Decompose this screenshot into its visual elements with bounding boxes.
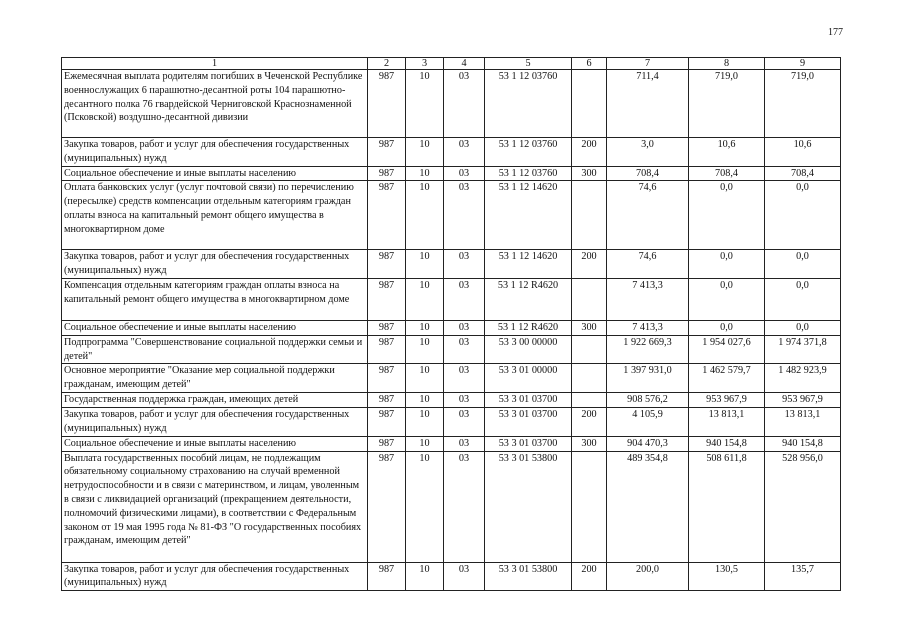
row-name-cell: Социальное обеспечение и иные выплаты населению	[62, 166, 368, 181]
amount-cell: 708,4	[607, 166, 689, 181]
header-cell: 2	[368, 58, 406, 70]
code-cell: 987	[368, 181, 406, 250]
subsection-cell: 03	[444, 166, 485, 181]
target-article-cell: 53 1 12 R4620	[485, 320, 572, 335]
target-article-cell: 53 3 01 03700	[485, 393, 572, 408]
row-name-cell: Подпрограмма "Совершенствование социальной поддержки семьи и детей"	[62, 335, 368, 364]
amount-cell: 10,6	[765, 138, 841, 167]
subsection-cell: 03	[444, 364, 485, 393]
row-name-cell: Ежемесячная выплата родителям погибших в Чеченской Республике военнослужащих 6 парашютно-десантной роты 104 парашютно-десантного полка 76 гвардейской Черниговской Краснознаменной (Псковской) воздушно-десантной дивизии	[62, 70, 368, 138]
row-name-cell: Выплата государственных пособий лицам, не подлежащим обязательному социальному страхованию на случай временной нетрудоспособности и в связи с материнством, и лицам, уволенным в связи с ликвидацией организаций (прекращением деятельности, полномочий физическими лицами), в соответствии с Федеральным законом от 19 мая 1995 года № 81-ФЗ "О государственных пособиях гражданам, имеющим детей"	[62, 451, 368, 562]
amount-cell: 1 482 923,9	[765, 364, 841, 393]
amount-cell: 711,4	[607, 70, 689, 138]
section-cell: 10	[406, 335, 444, 364]
subsection-cell: 03	[444, 436, 485, 451]
amount-cell: 74,6	[607, 250, 689, 279]
amount-cell: 0,0	[765, 320, 841, 335]
code-cell: 987	[368, 320, 406, 335]
target-article-cell: 53 3 01 53800	[485, 451, 572, 562]
budget-table	[61, 57, 841, 591]
amount-cell: 940 154,8	[689, 436, 765, 451]
header-cell: 7	[607, 58, 689, 70]
row-name-cell: Закупка товаров, работ и услуг для обеспечения государственных (муниципальных) нужд	[62, 562, 368, 591]
table-row	[62, 278, 841, 320]
amount-cell: 1 974 371,8	[765, 335, 841, 364]
code-cell: 987	[368, 335, 406, 364]
expense-type-cell	[572, 70, 607, 138]
expense-type-cell	[572, 451, 607, 562]
target-article-cell: 53 1 12 03760	[485, 70, 572, 138]
row-name-cell: Закупка товаров, работ и услуг для обеспечения государственных (муниципальных) нужд	[62, 408, 368, 437]
table-row	[62, 335, 841, 364]
table-row	[62, 250, 841, 279]
amount-cell: 4 105,9	[607, 408, 689, 437]
amount-cell: 940 154,8	[765, 436, 841, 451]
header-cell: 6	[572, 58, 607, 70]
table-row	[62, 70, 841, 138]
expense-type-cell: 300	[572, 166, 607, 181]
subsection-cell: 03	[444, 408, 485, 437]
subsection-cell: 03	[444, 393, 485, 408]
row-name-cell: Государственная поддержка граждан, имеющих детей	[62, 393, 368, 408]
amount-cell: 528 956,0	[765, 451, 841, 562]
amount-cell: 74,6	[607, 181, 689, 250]
subsection-cell: 03	[444, 138, 485, 167]
header-row	[62, 58, 841, 70]
expense-type-cell: 200	[572, 408, 607, 437]
amount-cell: 0,0	[689, 278, 765, 320]
row-name-cell: Социальное обеспечение и иные выплаты населению	[62, 436, 368, 451]
expense-type-cell	[572, 335, 607, 364]
table-body	[62, 58, 841, 591]
code-cell: 987	[368, 436, 406, 451]
code-cell: 987	[368, 364, 406, 393]
subsection-cell: 03	[444, 335, 485, 364]
expense-type-cell	[572, 181, 607, 250]
target-article-cell: 53 3 01 00000	[485, 364, 572, 393]
amount-cell: 708,4	[765, 166, 841, 181]
section-cell: 10	[406, 166, 444, 181]
amount-cell: 7 413,3	[607, 278, 689, 320]
subsection-cell: 03	[444, 278, 485, 320]
amount-cell: 10,6	[689, 138, 765, 167]
amount-cell: 3,0	[607, 138, 689, 167]
amount-cell: 0,0	[689, 250, 765, 279]
target-article-cell: 53 1 12 R4620	[485, 278, 572, 320]
section-cell: 10	[406, 320, 444, 335]
code-cell: 987	[368, 166, 406, 181]
header-cell: 8	[689, 58, 765, 70]
page-number: 177	[828, 27, 843, 38]
code-cell: 987	[368, 393, 406, 408]
amount-cell: 130,5	[689, 562, 765, 591]
subsection-cell: 03	[444, 320, 485, 335]
table-row	[62, 393, 841, 408]
row-name-cell: Закупка товаров, работ и услуг для обеспечения государственных (муниципальных) нужд	[62, 250, 368, 279]
amount-cell: 200,0	[607, 562, 689, 591]
table-row	[62, 451, 841, 562]
header-cell: 1	[62, 58, 368, 70]
amount-cell: 0,0	[689, 320, 765, 335]
target-article-cell: 53 1 12 14620	[485, 181, 572, 250]
expense-type-cell: 200	[572, 250, 607, 279]
amount-cell: 7 413,3	[607, 320, 689, 335]
code-cell: 987	[368, 278, 406, 320]
amount-cell: 508 611,8	[689, 451, 765, 562]
expense-type-cell	[572, 364, 607, 393]
section-cell: 10	[406, 562, 444, 591]
table-row	[62, 436, 841, 451]
amount-cell: 908 576,2	[607, 393, 689, 408]
section-cell: 10	[406, 393, 444, 408]
header-cell: 3	[406, 58, 444, 70]
amount-cell: 1 922 669,3	[607, 335, 689, 364]
code-cell: 987	[368, 250, 406, 279]
section-cell: 10	[406, 181, 444, 250]
subsection-cell: 03	[444, 181, 485, 250]
section-cell: 10	[406, 451, 444, 562]
amount-cell: 0,0	[765, 250, 841, 279]
subsection-cell: 03	[444, 451, 485, 562]
amount-cell: 708,4	[689, 166, 765, 181]
amount-cell: 13 813,1	[689, 408, 765, 437]
target-article-cell: 53 1 12 14620	[485, 250, 572, 279]
table-row	[62, 181, 841, 250]
table-row	[62, 320, 841, 335]
section-cell: 10	[406, 278, 444, 320]
expense-type-cell	[572, 278, 607, 320]
amount-cell: 904 470,3	[607, 436, 689, 451]
target-article-cell: 53 1 12 03760	[485, 166, 572, 181]
table-row	[62, 562, 841, 591]
subsection-cell: 03	[444, 562, 485, 591]
code-cell: 987	[368, 562, 406, 591]
target-article-cell: 53 1 12 03760	[485, 138, 572, 167]
row-name-cell: Компенсация отдельным категориям граждан оплаты взноса на капитальный ремонт общего имущества в многоквартирном доме	[62, 278, 368, 320]
section-cell: 10	[406, 436, 444, 451]
header-cell: 5	[485, 58, 572, 70]
header-cell: 9	[765, 58, 841, 70]
amount-cell: 719,0	[765, 70, 841, 138]
amount-cell: 13 813,1	[765, 408, 841, 437]
target-article-cell: 53 3 01 03700	[485, 436, 572, 451]
table-row	[62, 364, 841, 393]
expense-type-cell: 300	[572, 320, 607, 335]
code-cell: 987	[368, 451, 406, 562]
target-article-cell: 53 3 01 03700	[485, 408, 572, 437]
section-cell: 10	[406, 364, 444, 393]
code-cell: 987	[368, 70, 406, 138]
amount-cell: 719,0	[689, 70, 765, 138]
section-cell: 10	[406, 70, 444, 138]
table-row	[62, 408, 841, 437]
amount-cell: 953 967,9	[689, 393, 765, 408]
subsection-cell: 03	[444, 250, 485, 279]
row-name-cell: Закупка товаров, работ и услуг для обеспечения государственных (муниципальных) нужд	[62, 138, 368, 167]
code-cell: 987	[368, 138, 406, 167]
row-name-cell: Социальное обеспечение и иные выплаты населению	[62, 320, 368, 335]
amount-cell: 953 967,9	[765, 393, 841, 408]
code-cell: 987	[368, 408, 406, 437]
section-cell: 10	[406, 408, 444, 437]
row-name-cell: Основное мероприятие "Оказание мер социальной поддержки гражданам, имеющим детей"	[62, 364, 368, 393]
section-cell: 10	[406, 138, 444, 167]
amount-cell: 1 954 027,6	[689, 335, 765, 364]
table-row	[62, 166, 841, 181]
expense-type-cell	[572, 393, 607, 408]
amount-cell: 135,7	[765, 562, 841, 591]
subsection-cell: 03	[444, 70, 485, 138]
amount-cell: 489 354,8	[607, 451, 689, 562]
target-article-cell: 53 3 00 00000	[485, 335, 572, 364]
target-article-cell: 53 3 01 53800	[485, 562, 572, 591]
row-name-cell: Оплата банковских услуг (услуг почтовой связи) по перечислению (пересылке) средств компенсации отдельным категориям граждан оплаты взноса на капитальный ремонт общего имущества в многоквартирном доме	[62, 181, 368, 250]
amount-cell: 1 462 579,7	[689, 364, 765, 393]
header-cell: 4	[444, 58, 485, 70]
section-cell: 10	[406, 250, 444, 279]
expense-type-cell: 300	[572, 436, 607, 451]
amount-cell: 0,0	[765, 278, 841, 320]
expense-type-cell: 200	[572, 138, 607, 167]
amount-cell: 0,0	[689, 181, 765, 250]
table-row	[62, 138, 841, 167]
amount-cell: 1 397 931,0	[607, 364, 689, 393]
expense-type-cell: 200	[572, 562, 607, 591]
amount-cell: 0,0	[765, 181, 841, 250]
